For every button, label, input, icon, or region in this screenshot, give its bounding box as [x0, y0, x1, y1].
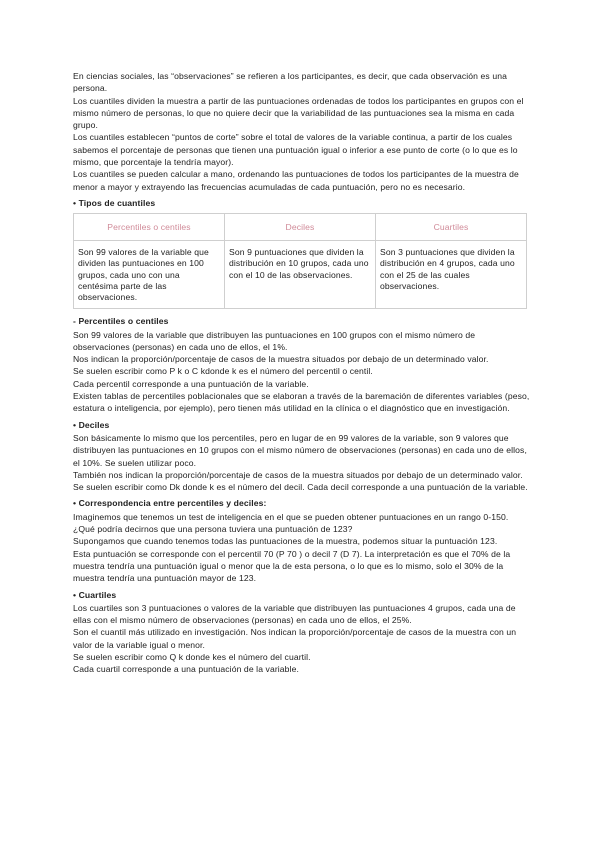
document-body — [73, 70, 533, 676]
paragraph: Cada percentil corresponde a una puntuación de la variable. — [73, 378, 309, 389]
paragraph: Se suelen escribir como P k o C kdonde k es el número del percentil o centil. — [73, 366, 373, 377]
paragraph: Son básicamente lo mismo que los percentiles, pero en lugar de en 99 valores de la variable, son 9 valores que distribuyen las puntuaciones en 10 grupos con el mismo número de observaciones (personas) en cada uno de ellos, el 10%. Se suelen utilizar poco. — [73, 432, 527, 468]
quantile-types-table — [73, 213, 527, 309]
section-heading — [73, 315, 533, 327]
paragraph: Son 99 valores de la variable que distribuyen las puntuaciones en 100 grupos con el mismo número de observaciones (personas) en cada uno de ellos, el 1%. — [73, 329, 476, 352]
table-cell: Son 3 puntuaciones que dividen la distribución en 4 grupos, cada uno con el 25 de las cuales observaciones. — [376, 241, 527, 309]
section-heading — [73, 589, 533, 601]
paragraph: ¿Qué podría decirnos que una persona tuviera una puntuación de 123? — [73, 524, 353, 535]
bullet: • — [73, 419, 77, 430]
intro-paragraph: Los cuantiles establecen “puntos de corte” sobre el total de valores de la variable continua, a partir de los cuales sabemos el porcentaje de personas que tienen una puntuación igual o inferior a ese punto de corte (o lo que es lo mismo, que porcentaje la tendría mayor). — [73, 132, 518, 168]
intro-section — [73, 70, 533, 193]
bullet: • — [73, 589, 77, 600]
tipos-section — [73, 197, 533, 309]
bullet: • — [73, 498, 77, 509]
table-header: Cuartiles — [376, 214, 527, 241]
heading-text: Correspondencia entre percentiles y deciles: — [78, 498, 267, 509]
cuartiles-section — [73, 589, 533, 676]
section-heading — [73, 419, 533, 431]
paragraph: Cada cuartil corresponde a una puntuación de la variable. — [73, 664, 299, 675]
paragraph: Existen tablas de percentiles poblacionales que se elaboran a través de la baremación de diferentes variables (peso, estatura o inteligencia, por ejemplo), pero tienen más utilidad en la clínica o el diagnóstico que en investigación. — [73, 391, 530, 414]
table-cell: Son 99 valores de la variable que dividen las puntuaciones en 100 grupos, cada uno con una centésima parte de las observaciones. — [74, 241, 225, 309]
deciles-section — [73, 419, 533, 494]
bullet: - — [73, 316, 76, 327]
heading-text: Deciles — [78, 419, 110, 430]
paragraph: Son el cuantil más utilizado en investigación. Nos indican la proporción/porcentaje de casos de la muestra con un valor de la variable igual o menor. — [73, 627, 517, 650]
heading-text: Tipos de cuantiles — [78, 197, 156, 208]
paragraph: Se suelen escribir como Dk donde k es el número del decil. Cada decil corresponde a una puntuación de la variable. — [73, 482, 528, 493]
table-header-row — [74, 214, 527, 241]
bullet: • — [73, 197, 77, 208]
heading-text: Percentiles o centiles — [78, 316, 169, 327]
correspondencia-section — [73, 497, 533, 584]
paragraph: Nos indican la proporción/porcentaje de casos de la muestra situados por debajo de un determinado valor. — [73, 354, 489, 365]
percentiles-section — [73, 315, 533, 414]
paragraph: Se suelen escribir como Q k donde kes el número del cuartil. — [73, 652, 311, 662]
section-heading — [73, 497, 533, 509]
intro-paragraph: Los cuantiles dividen la muestra a partir de las puntuaciones ordenadas de todos los participantes en grupos con el mismo número de personas, lo que no quiere decir que la variabilidad de las puntuaciones sea la misma en cada grupo. — [73, 95, 524, 131]
paragraph: Supongamos que cuando tenemos todas las puntuaciones de la muestra, podemos situar la puntuación 123. — [73, 536, 498, 547]
paragraph: También nos indican la proporción/porcentaje de casos de la muestra situados por debajo de un determinado valor. — [73, 469, 523, 480]
section-heading — [73, 197, 533, 209]
paragraph: Esta puntuación se corresponde con el percentil 70 (P 70 ) o decil 7 (D 7). La interpretación es que el 70% de la muestra tendría una puntuación igual o menor que la de esta persona, o lo que es lo mismo, solo el 30% de la muestra tendría una puntuación mayor de 123. — [73, 548, 511, 584]
table-header: Deciles — [225, 214, 376, 241]
table-row — [74, 241, 527, 309]
table-cell: Son 9 puntuaciones que dividen la distribución en 10 grupos, cada uno con el 10 de las observaciones. — [225, 241, 376, 309]
paragraph: Imaginemos que tenemos un test de inteligencia en el que se pueden obtener puntuaciones en un rango 0-150. — [73, 511, 509, 522]
heading-text: Cuartiles — [78, 589, 117, 600]
table-header: Percentiles o centiles — [74, 214, 225, 241]
intro-paragraph: En ciencias sociales, las “observaciones” se refieren a los participantes, es decir, que cada observación es una persona. — [73, 71, 507, 94]
intro-paragraph: Los cuantiles se pueden calcular a mano, ordenando las puntuaciones de todos los participantes de la muestra de menor a mayor y extrayendo las frecuencias acumuladas de cada puntuación, pero no es necesario. — [73, 169, 519, 192]
paragraph: Los cuartiles son 3 puntuaciones o valores de la variable que distribuyen las puntuaciones 4 grupos, cada una de ellas con el mismo número de observaciones (personas) en cada uno de ellos, el 25%. — [73, 602, 516, 626]
